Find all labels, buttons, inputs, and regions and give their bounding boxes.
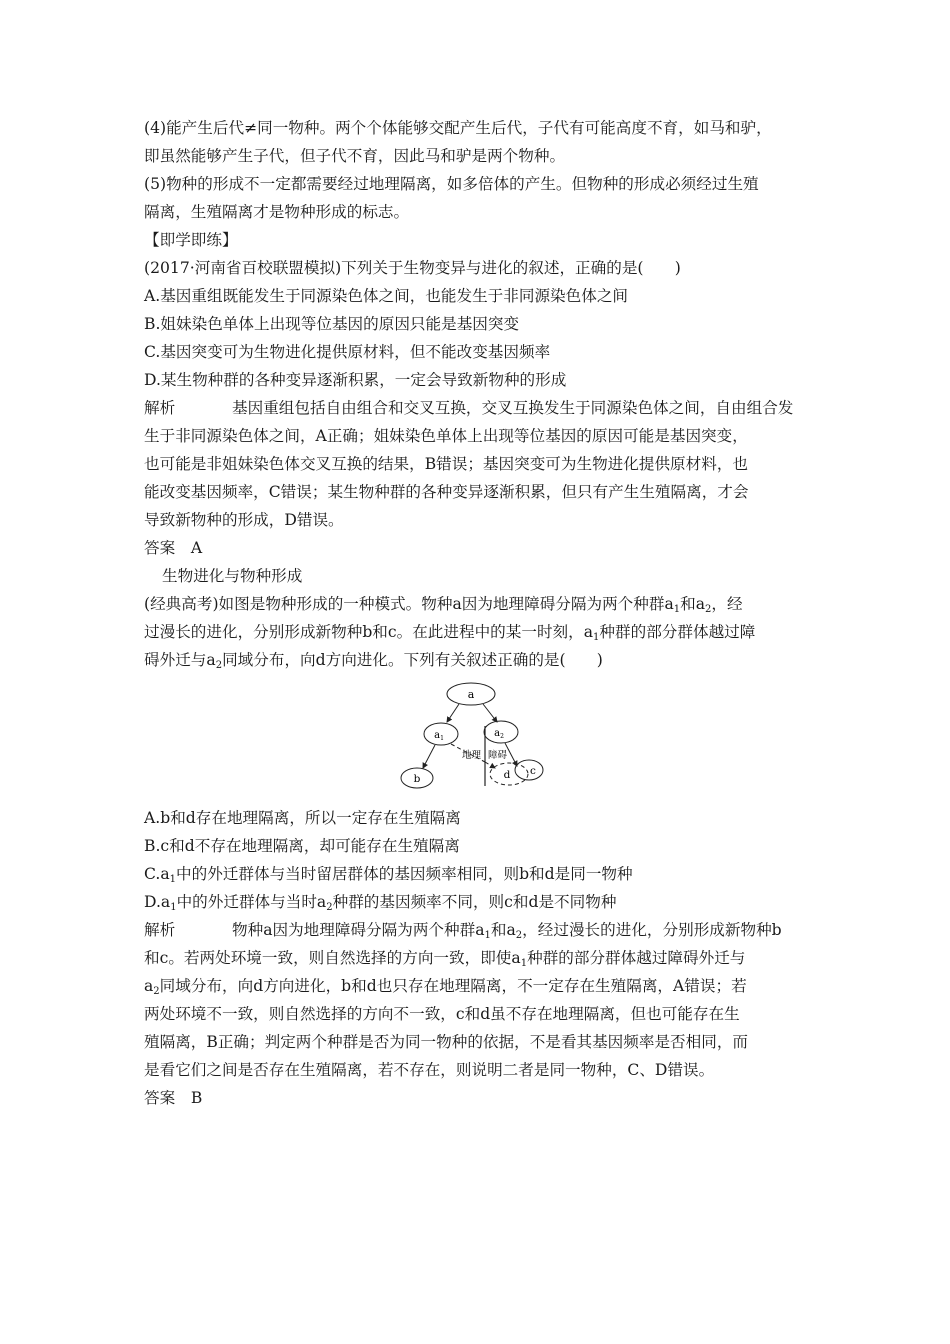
- subscript: 2: [326, 902, 333, 913]
- node-d-label: d: [503, 769, 511, 781]
- q1-option-c: C.基因突变可为生物进化提供原材料，但不能改变基因频率: [144, 343, 551, 361]
- q1-analysis-line-3: 也可能是非姐妹染色体交叉互换的结果，B错误；基因突变可为生物进化提供原材料，也: [144, 455, 749, 473]
- q2-analysis-line-3: [144, 972, 816, 1000]
- node-c-label: c: [530, 765, 536, 777]
- q2-analysis-text: a: [144, 977, 154, 995]
- q2-stem-line-3: [144, 646, 816, 674]
- q1-analysis-label: 解析: [144, 399, 176, 417]
- q2-stem-text: 过漫长的进化，分别形成新物种b和c。在此进程中的某一时刻，a: [144, 623, 594, 641]
- subscript: 1: [169, 874, 177, 885]
- q2-option-text: D.a: [144, 893, 171, 911]
- q2-stem-line-2: [144, 618, 816, 646]
- subscript: 1: [484, 930, 491, 941]
- q2-analysis-line-4: 两处环境不一致，则自然选择的方向不一致，c和d虽不存在地理隔离，但也可能存在生: [144, 1005, 740, 1023]
- q2-analysis-text: 同域分布，向d方向进化，b和d也只存在地理隔离，不一定存在生殖隔离，A错误；若: [159, 977, 747, 995]
- q2-option-text: 种群的基因频率不同，则c和d是不同物种: [332, 893, 617, 911]
- q2-analysis-line-6: 是看它们之间是否存在生殖隔离，若不存在，则说明二者是同一物种，C、D错误。: [144, 1061, 715, 1079]
- q2-stem-text: ，经: [711, 595, 743, 613]
- q2-option-d: [144, 888, 816, 916]
- point-5-line-1: (5)物种的形成不一定都需要经过地理隔离，如多倍体的产生。但物种的形成必须经过生殖: [144, 175, 759, 193]
- subscript: 2: [215, 660, 223, 671]
- q2-option-a: A.b和d存在地理隔离，所以一定存在生殖隔离: [144, 809, 461, 827]
- q2-analysis-text: 和a: [490, 921, 516, 939]
- q2-analysis-label: 解析: [144, 921, 176, 939]
- q1-analysis-text-1: 基因重组包括自由组合和交叉互换，交叉互换发生于同源染色体之间，自由组合发: [232, 399, 794, 417]
- q2-analysis-line-5: 殖隔离，B正确；判定两个种群是否为同一物种的依据，不是看其基因频率是否相同，而: [144, 1033, 749, 1051]
- q1-analysis-line-5: 导致新物种的形成，D错误。: [144, 511, 344, 529]
- q2-stem-text: 种群的部分群体越过障: [599, 623, 756, 641]
- node-a2-subscript: 2: [500, 733, 504, 740]
- subscript: 1: [520, 958, 528, 969]
- q1-option-a: A.基因重组既能发生于同源染色体之间，也能发生于非同源染色体之间: [144, 287, 629, 305]
- barrier-label-left: 地理: [461, 750, 481, 761]
- q2-answer: [144, 1084, 816, 1112]
- q2-analysis-line-2: [144, 944, 816, 972]
- subscript: 1: [170, 902, 177, 913]
- node-c-ellipse: [515, 760, 543, 780]
- q1-answer: [144, 534, 816, 562]
- q2-answer-value: B: [190, 1089, 203, 1107]
- subscript: 2: [515, 930, 523, 941]
- point-4-line-2: 即虽然能够产生子代，但子代不育，因此马和驴是两个物种。: [144, 147, 566, 165]
- arrow-a1-to-b: [423, 745, 435, 768]
- node-a1-subscript: 1: [440, 735, 444, 742]
- q1-analysis-line-1: [144, 394, 816, 422]
- node-a1-letter: a: [434, 730, 441, 741]
- node-a-label: a: [467, 688, 475, 701]
- speciation-diagram: [144, 682, 816, 792]
- practice-heading: 【即学即练】: [144, 231, 238, 249]
- q2-option-b: B.c和d不存在地理隔离，却可能存在生殖隔离: [144, 837, 460, 855]
- q1-answer-label: 答案: [144, 539, 176, 557]
- q1-option-d: D.某生物种群的各种变异逐渐积累，一定会导致新物种的形成: [144, 371, 567, 389]
- document-content: [144, 114, 816, 1112]
- section-title: 生物进化与物种形成: [162, 567, 303, 585]
- q2-answer-label: 答案: [144, 1089, 176, 1107]
- q2-option-c: [144, 860, 816, 888]
- point-5-line-2: 隔离，生殖隔离才是物种形成的标志。: [144, 203, 410, 221]
- q2-analysis-text: 和c。若两处环境一致，则自然选择的方向一致，即使a: [144, 949, 521, 967]
- speciation-diagram-svg: [399, 682, 549, 792]
- q2-analysis-line-1: [144, 916, 816, 944]
- q2-analysis-text: 种群的部分群体越过障碍外迁与: [527, 949, 746, 967]
- q2-stem-line-1: [144, 590, 816, 618]
- barrier-label-right: 障碍: [488, 750, 508, 761]
- subscript: 1: [673, 604, 681, 615]
- node-a2-letter: a: [494, 728, 501, 739]
- node-a1-label: [434, 730, 444, 742]
- point-4-line-1: (4)能产生后代≠同一物种。两个个体能够交配产生后代，子代有可能高度不育，如马和驴，: [144, 119, 772, 137]
- q1-analysis-line-2: 生于非同源染色体之间，A正确；姐妹染色单体上出现等位基因的原因可能是基因突变，: [144, 427, 748, 445]
- q2-option-text: C.a: [144, 865, 170, 883]
- subscript: 2: [153, 986, 160, 997]
- arrow-a-to-a2: [483, 704, 497, 722]
- q1-analysis-line-4: 能改变基因频率，C错误；某生物种群的各种变异逐渐积累，但只有产生生殖隔离，才会: [144, 483, 749, 501]
- q2-analysis-text: ，经过漫长的进化，分别形成新物种b: [522, 921, 782, 939]
- q1-stem: (2017·河南省百校联盟模拟)下列关于生物变异与进化的叙述，正确的是( ): [144, 259, 681, 277]
- subscript: 2: [705, 604, 712, 615]
- node-a2-label: [494, 728, 504, 740]
- q2-analysis-text: 物种a因为地理障碍分隔为两个种群a: [232, 921, 485, 939]
- q2-stem-text: 和a: [680, 595, 706, 613]
- q2-stem-text: 同域分布，向d方向进化。下列有关叙述正确的是( ): [222, 651, 603, 669]
- q2-stem-text: (经典高考)如图是物种形成的一种模式。物种a因为地理障碍分隔为两个种群a: [144, 595, 674, 613]
- subscript: 1: [593, 632, 600, 643]
- q1-answer-value: A: [190, 539, 203, 557]
- q2-option-text: 中的外迁群体与当时a: [176, 893, 327, 911]
- q2-stem-text: 碍外迁与a: [144, 651, 216, 669]
- arrow-a-to-a1: [447, 704, 459, 722]
- migration-dashed-arrow-head: [485, 762, 495, 768]
- q2-option-text: 中的外迁群体与当时留居群体的基因频率相同，则b和d是同一物种: [176, 865, 633, 883]
- node-b-label: b: [413, 773, 421, 785]
- q1-option-b: B.姐妹染色单体上出现等位基因的原因只能是基因突变: [144, 315, 520, 333]
